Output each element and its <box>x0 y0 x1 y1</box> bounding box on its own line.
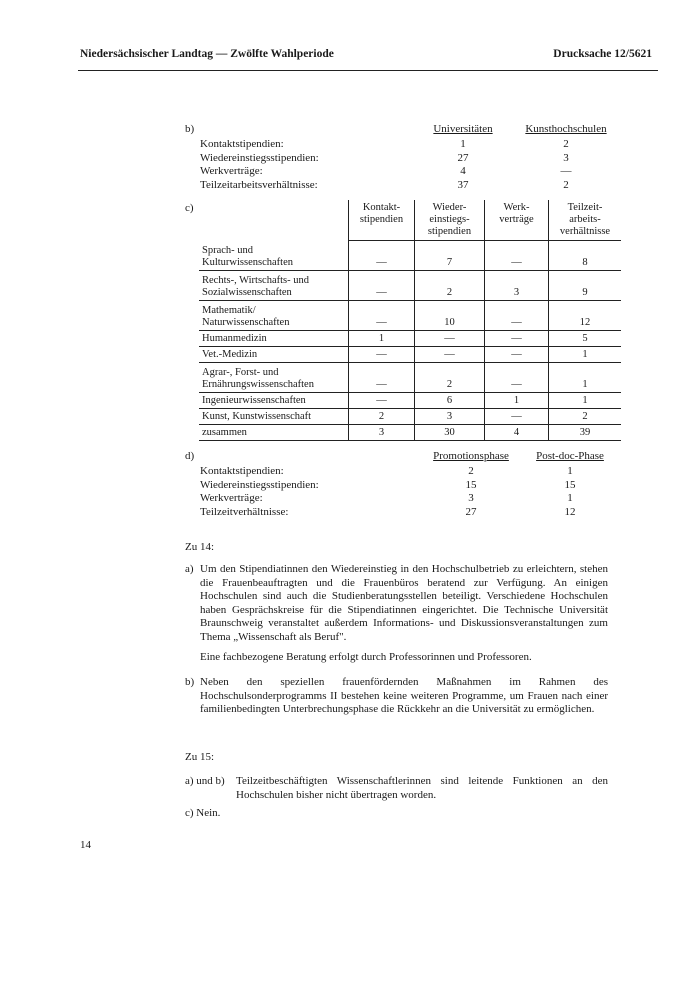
table-header: Werk- verträge <box>485 200 549 241</box>
table-cell: 9 <box>549 271 622 301</box>
table-cell: 2 <box>549 409 622 425</box>
table-header: Teilzeit- arbeits- verhältnisse <box>549 200 622 241</box>
section-b-col-header-1: Universitäten <box>433 123 493 135</box>
table-cell: — <box>349 393 415 409</box>
table-cell: — <box>349 347 415 363</box>
section-b-row-label: Teilzeitarbeitsverhältnisse: <box>200 178 318 191</box>
table-row <box>199 331 621 347</box>
table-cell: 1 <box>549 363 622 393</box>
table-cell: — <box>485 409 549 425</box>
section-d-row-value: 15 <box>465 478 477 491</box>
section-b-row <box>200 165 572 179</box>
section-b-row-value: 2 <box>563 138 569 150</box>
section-d-row-value: 27 <box>465 505 477 518</box>
section-b-col-header-2: Kunsthochschulen <box>525 123 607 135</box>
table-row <box>199 241 621 271</box>
table-row <box>199 347 621 363</box>
table-row-label: Rechts-, Wirtschafts- und Sozialwissenschaften <box>199 271 349 301</box>
table-cell: 2 <box>349 409 415 425</box>
section-b-row <box>200 151 569 166</box>
table-header: Kontakt- stipendien <box>349 200 415 241</box>
table-row-label: Kunst, Kunstwissenschaft <box>199 409 349 425</box>
table-row <box>199 271 621 301</box>
table-row-label: Humanmedizin <box>199 331 349 347</box>
header-rule <box>78 70 658 71</box>
section-d-row <box>200 465 573 479</box>
table-row <box>199 425 621 441</box>
table-cell: — <box>485 241 549 271</box>
table-cell: 6 <box>415 393 485 409</box>
table-cell: 39 <box>549 425 622 441</box>
zu14-heading: Zu 14: <box>185 541 215 553</box>
table-cell: 4 <box>485 425 549 441</box>
zu15-c-text: c) Nein. <box>185 807 221 819</box>
section-b-row-label: Kontaktstipendien: <box>200 138 284 150</box>
zu14-b-letter: b) <box>185 676 195 688</box>
table-cell: 3 <box>485 271 549 301</box>
section-d-row-label: Teilzeitverhältnisse: <box>200 505 289 518</box>
zu15-ab-text: Teilzeitbeschäftigten Wissenschaftlerinnen sind leitende Funktionen an den Hochschulen bisher nicht übertragen worden. <box>236 775 608 801</box>
section-b-row-value: 3 <box>563 151 569 164</box>
section-b-row-value: — <box>560 165 572 177</box>
table-cell: — <box>485 363 549 393</box>
table-row-label: Ingenieurwissenschaften <box>199 393 349 409</box>
table-cell: 1 <box>549 347 622 363</box>
zu14-a-letter: a) <box>185 563 194 575</box>
table-row-label: Vet.-Medizin <box>199 347 349 363</box>
section-b-row-label: Wiedereinstiegsstipendien: <box>200 151 319 164</box>
table-cell: — <box>349 363 415 393</box>
table-row <box>199 393 621 409</box>
table-cell: 10 <box>415 301 485 331</box>
table-cell: 3 <box>415 409 485 425</box>
page-number: 14 <box>80 839 91 851</box>
table-cell: — <box>485 331 549 347</box>
section-d-row-label: Werkverträge: <box>200 492 263 504</box>
table-cell: — <box>349 301 415 331</box>
section-d-row <box>200 492 573 506</box>
table-row-label: Agrar-, Forst- und Ernährungswissenschaften <box>199 363 349 393</box>
table-cell: — <box>349 241 415 271</box>
table-row-label: zusammen <box>199 425 349 441</box>
table-row-label: Mathematik/ Naturwissenschaften <box>199 301 349 331</box>
header-right: Drucksache 12/5621 <box>553 48 652 60</box>
section-d-row-value: 1 <box>567 492 573 504</box>
table-cell: 3 <box>349 425 415 441</box>
table-cell: 1 <box>485 393 549 409</box>
section-d-row-value: 15 <box>564 478 576 491</box>
table-row <box>199 409 621 425</box>
section-d-row <box>200 505 576 520</box>
table-cell: 1 <box>349 331 415 347</box>
table-cell: — <box>485 301 549 331</box>
section-b-row-label: Werkverträge: <box>200 165 263 177</box>
table-cell: 12 <box>549 301 622 331</box>
table-cell: 1 <box>549 393 622 409</box>
section-b-row-value: 4 <box>460 165 466 177</box>
table-cell: 30 <box>415 425 485 441</box>
table-cell: 8 <box>549 241 622 271</box>
section-b-row <box>200 138 569 152</box>
section-d-rows <box>200 465 576 519</box>
table-cell: — <box>485 347 549 363</box>
section-d-row-value: 2 <box>468 465 474 477</box>
section-d-col-header-1: Promotionsphase <box>433 450 509 462</box>
section-b-rows <box>200 138 572 192</box>
section-d-row-value: 12 <box>564 505 576 518</box>
section-b-row <box>200 178 569 193</box>
table-row-label: Sprach- und Kulturwissenschaften <box>199 241 349 271</box>
zu15-ab-letter: a) und b) <box>185 775 225 787</box>
section-d-row-label: Wiedereinstiegsstipendien: <box>200 478 319 491</box>
section-d-letter: d) <box>185 450 195 462</box>
table-cell: 2 <box>415 271 485 301</box>
table-cell: 7 <box>415 241 485 271</box>
zu14-b-text: Neben den speziellen frauenfördernden Maßnahmen im Rahmen des Hochschulsonderprogramms II bestehen keine weiteren Programme, um Frauen nach einer familienbedingten Unterbrechungsphase die Rückkehr an die Universität zu ermöglichen. <box>200 676 608 716</box>
table-cell: — <box>415 331 485 347</box>
section-d-row-label: Kontaktstipendien: <box>200 465 284 477</box>
zu15-heading: Zu 15: <box>185 751 215 763</box>
section-c-letter: c) <box>185 202 194 214</box>
section-b-row-value: 2 <box>563 178 569 191</box>
section-d-row <box>200 478 576 493</box>
zu14-a-text2: Eine fachbezogene Beratung erfolgt durch Professorinnen und Professoren. <box>200 651 532 663</box>
section-b-row-value: 27 <box>457 151 469 164</box>
table-header: Wieder- einstiegs- stipendien <box>415 200 485 241</box>
table-cell: 5 <box>549 331 622 347</box>
section-b-row-value: 1 <box>460 138 466 150</box>
section-c-table <box>199 200 621 441</box>
table-row <box>199 301 621 331</box>
section-d-row-value: 3 <box>468 492 474 504</box>
section-b-letter: b) <box>185 123 195 135</box>
header-left: Niedersächsischer Landtag — Zwölfte Wahlperiode <box>80 48 334 60</box>
section-b-row-value: 37 <box>457 178 469 191</box>
table-cell: — <box>415 347 485 363</box>
table-row <box>199 363 621 393</box>
section-d-row-value: 1 <box>567 465 573 477</box>
zu14-a-text: Um den Stipendiatinnen den Wiedereinstieg in den Hochschulbetrieb zu erleichtern, stehen die Frauenbeauftragten und die Frauenbüros beratend zur Verfügung. An einigen Hochschulen sind auch die Studienberatungsstellen beteiligt. Verschiedene Hochschulen haben Gesprächskreise für die Stipendiatinnen eingerichtet. Die Technische Universität Braunschweig veranstaltet außerdem Informations- und Diskussionsveranstaltungen zum Thema „Wissenschaft als Beruf". <box>200 563 608 643</box>
table-cell: — <box>349 271 415 301</box>
section-d-col-header-2: Post-doc-Phase <box>536 450 604 462</box>
table-cell: 2 <box>415 363 485 393</box>
